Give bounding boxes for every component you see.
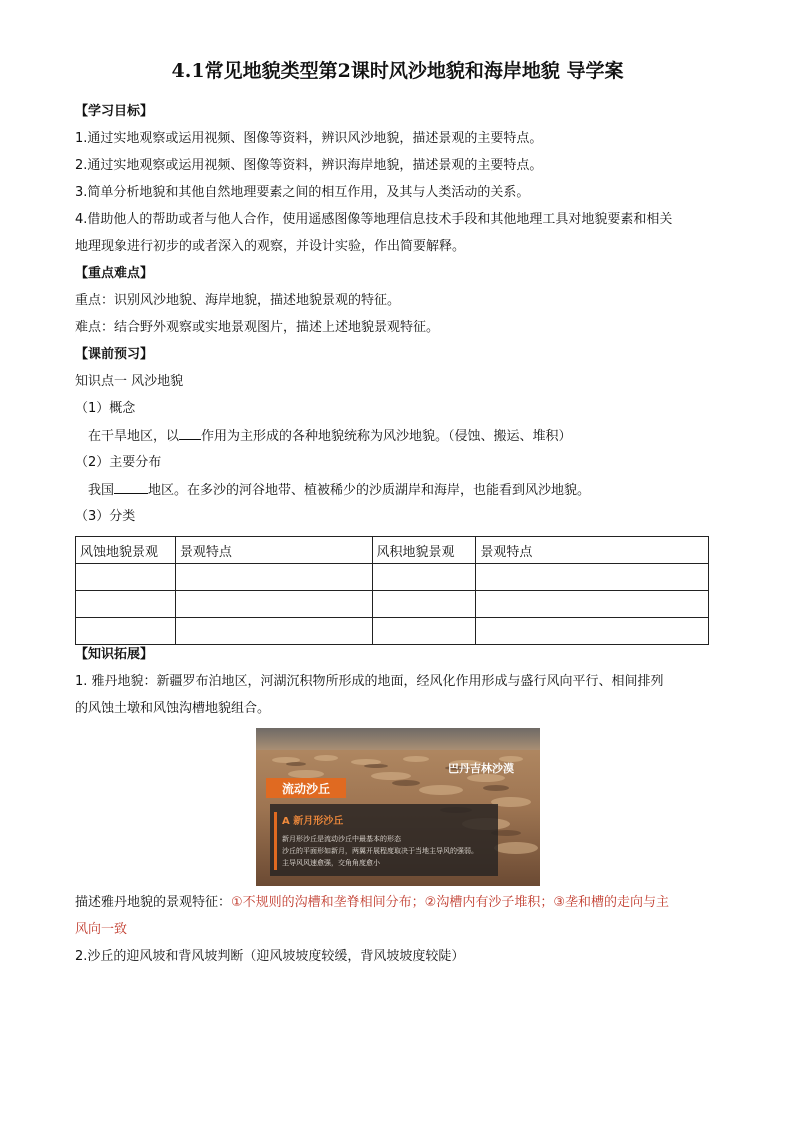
goal-item-3: 3.简单分析地貌和其他自然地理要素之间的相互作用，及其与人类活动的关系。 [75,185,530,200]
yardang-text-2: 的风蚀土墩和风蚀沟槽地貌组合。 [75,701,271,716]
concept-text-a: 在干旱地区，以 [88,429,180,444]
concept-label: （1）概念 [75,401,136,416]
concept-text [88,427,572,446]
table-cell[interactable] [175,564,372,591]
describe-label: 描述雅丹地貌的景观特征： [75,895,232,910]
photo-caption-1: 新月形沙丘是流动沙丘中最基本的形态 [282,835,401,843]
table-cell[interactable] [76,618,176,645]
distribution-label: （2）主要分布 [75,455,162,470]
concept-text-b: 作用为主形成的各种地貌统称为风沙地貌。（侵蚀、搬运、堆积） [201,429,572,444]
table-cell[interactable] [372,618,476,645]
extend-heading: 【知识拓展】 [75,647,154,662]
distribution-blank[interactable] [114,481,148,494]
knowledge-point-1: 知识点一 风沙地貌 [75,374,184,389]
table-row [76,618,709,645]
classification-label: （3）分类 [75,509,136,524]
describe-answer-1: ①不规则的沟槽和垄脊相间分布；②沟槽内有沙子堆积；③垄和槽的走向与主 [231,895,669,910]
goal-item-1: 1.通过实地观察或运用视频、图像等资料，辨识风沙地貌，描述景观的主要特点。 [75,131,543,146]
describe-answer-2: 风向一致 [75,922,128,937]
table-header-cell: 风积地貌景观 [372,537,476,564]
table-cell[interactable] [175,618,372,645]
concept-blank[interactable] [179,427,201,440]
page-title: 4.1常见地貌类型第2课时风沙地貌和海岸地貌 导学案 [171,60,624,82]
table-cell[interactable] [175,591,372,618]
key-heading: 【重点难点】 [75,266,154,281]
table-cell[interactable] [76,564,176,591]
table-cell[interactable] [476,564,709,591]
table-header-cell: 风蚀地貌景观 [76,537,176,564]
table-cell[interactable] [372,591,476,618]
desert-photo [256,728,540,886]
key-focus: 重点：识别风沙地貌、海岸地貌，描述地貌景观的特征。 [75,293,401,308]
table-cell[interactable] [476,618,709,645]
describe-line [75,894,669,912]
yardang-text-1: 1. 雅丹地貌：新疆罗布泊地区，河湖沉积物所形成的地面，经风化作用形成与盛行风向平行、相间排列 [75,674,664,689]
goal-item-2: 2.通过实地观察或运用视频、图像等资料，辨识海岸地貌，描述景观的主要特点。 [75,158,543,173]
distribution-text-b: 地区。在多沙的河谷地带、植被稀少的沙质湖岸和海岸，也能看到风沙地貌。 [148,483,591,498]
photo-caption-2: 沙丘的平面形如新月，两翼开展程度取决于当地主导风的强弱。 [282,847,478,855]
dune-slope-line: 2.沙丘的迎风坡和背风坡判断（迎风坡坡度较缓，背风坡坡度较陡） [75,949,465,964]
photo-caption-3: 主导风风速愈强，交角角度愈小 [282,859,380,867]
goals-heading: 【学习目标】 [75,104,154,119]
distribution-text-a: 我国 [88,483,115,498]
table-cell[interactable] [476,591,709,618]
key-difficulty: 难点：结合野外观察或实地景观图片，描述上述地貌景观特征。 [75,320,440,335]
table-row [76,564,709,591]
photo-subtitle: A 新月形沙丘 [282,816,344,827]
photo-region-label: 巴丹吉林沙漠 [448,762,514,775]
table-row [76,591,709,618]
distribution-text [88,481,590,500]
table-cell[interactable] [76,591,176,618]
photo-tag: 流动沙丘 [281,782,330,796]
classification-table [75,536,709,645]
goal-item-4: 4.借助他人的帮助或者与他人合作，使用遥感图像等地理信息技术手段和其他地理工具对地貌要素和相关 [75,212,673,227]
preview-heading: 【课前预习】 [75,347,154,362]
table-cell[interactable] [372,564,476,591]
goal-item-4-cont: 地理现象进行初步的或者深入的观察，并设计实验，作出简要解释。 [75,239,466,254]
table-header-cell: 景观特点 [476,537,709,564]
table-header-row [76,537,709,564]
table-header-cell: 景观特点 [175,537,372,564]
